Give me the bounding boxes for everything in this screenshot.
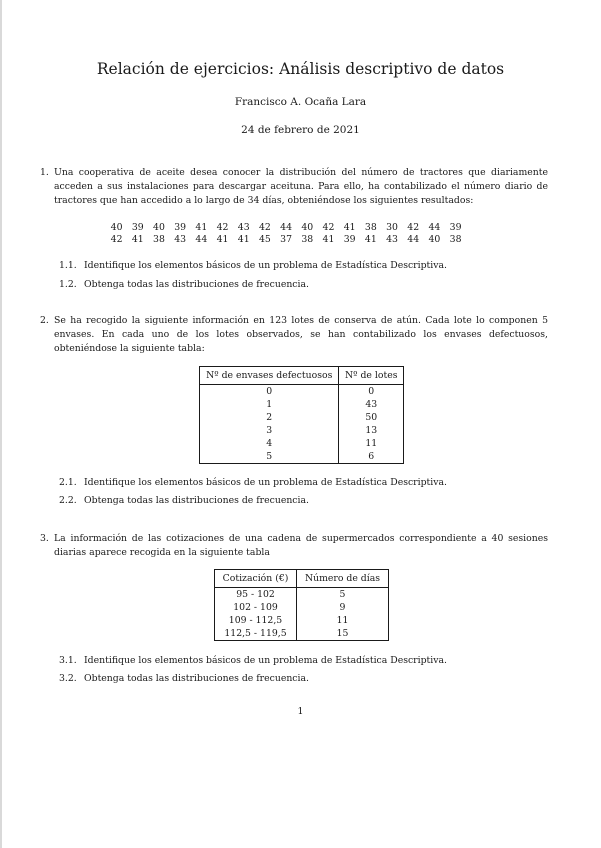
subitem-number: 2.2. [59, 495, 77, 506]
data-value: 30 [386, 222, 398, 233]
table-row [215, 601, 389, 614]
exercise-statement: Se ha recogido la siguiente información en 123 lotes de conserva de atún. Cada lote lo componen 5 envases. En cada uno de los lotes observados, se han contabilizado los envases defectuosos, obteniéndose la siguiente tabla: [54, 315, 548, 354]
subitem-text: Obtenga todas las distribuciones de frecuencia. [84, 279, 309, 290]
table-cell: 3 [200, 424, 339, 437]
table-cell: 5 [339, 589, 346, 600]
data-value: 40 [301, 222, 314, 233]
data-value: 38 [364, 222, 377, 233]
data-value: 44 [407, 233, 420, 245]
subitem-text: Identifique los elementos básicos de un problema de Estadística Descriptiva. [84, 655, 448, 666]
table-row [200, 411, 404, 424]
table-cell: 5 [200, 450, 339, 464]
table-row [200, 385, 404, 399]
data-row [106, 222, 466, 234]
data-value: 44 [428, 222, 441, 233]
document-author: Francisco A. Ocaña Lara [234, 96, 367, 108]
table-cell: 6 [368, 451, 375, 462]
data-value: 40 [153, 222, 165, 233]
table-row [200, 437, 404, 450]
table-cell: 11 [336, 615, 349, 626]
document-date: 24 de febrero de 2021 [241, 124, 360, 136]
page-number: 1 [297, 706, 304, 717]
table-cell: 0 [368, 386, 375, 397]
table-cell: 50 [365, 412, 378, 423]
exercise-3 [40, 532, 548, 560]
table-row [200, 398, 404, 411]
exercise-1 [40, 166, 548, 207]
subitem-2-2 [59, 495, 309, 506]
column-header: Cotización (€) [215, 570, 297, 588]
subitem-text: Identifique los elementos básicos de un problema de Estadística Descriptiva. [84, 260, 448, 271]
subitem-number: 3.1. [59, 655, 77, 666]
data-value: 44 [280, 222, 293, 233]
data-value: 39 [131, 222, 144, 233]
data-value: 39 [174, 222, 187, 233]
data-value: 38 [153, 233, 165, 245]
table-cell: 109 - 112,5 [215, 614, 297, 627]
table-row [200, 450, 404, 464]
subitem-text: Obtenga todas las distribuciones de frecuencia. [84, 673, 309, 684]
data-value: 41 [237, 233, 250, 245]
data-value: 41 [195, 222, 208, 233]
table-cell: 1 [200, 398, 339, 411]
table-cell: 13 [365, 425, 378, 436]
column-header: Número de días [297, 570, 389, 588]
exercise-number: 2. [40, 315, 49, 326]
table-cell: 11 [365, 438, 378, 449]
table-cell: 0 [200, 385, 339, 399]
table-cell: 112,5 - 119,5 [215, 627, 297, 641]
subitem-1-1 [59, 260, 447, 271]
column-header: Nº de envases defectuosos [200, 367, 339, 385]
subitem-2-1 [59, 477, 447, 488]
exercise-statement: La información de las cotizaciones de una cadena de supermercados correspondiente a 40 sesiones diarias aparece recogida en la siguiente tabla [54, 533, 548, 558]
data-value: 38 [301, 233, 314, 245]
subitem-number: 3.2. [59, 673, 77, 684]
data-value: 43 [386, 233, 398, 245]
data-value: 37 [280, 233, 293, 245]
data-value: 41 [216, 233, 229, 245]
exercise-number: 1. [40, 167, 49, 178]
data-value: 39 [343, 233, 356, 245]
defective-containers-table [199, 366, 404, 464]
table-cell: 15 [336, 628, 349, 639]
data-value: 45 [258, 233, 271, 245]
subitem-number: 1.1. [59, 260, 77, 271]
table-cell: 9 [339, 602, 346, 613]
subitem-3-2 [59, 673, 309, 684]
data-value: 42 [258, 222, 271, 233]
data-value: 42 [322, 222, 335, 233]
data-value: 40 [428, 233, 441, 245]
subitem-text: Obtenga todas las distribuciones de frecuencia. [84, 495, 309, 506]
data-row [106, 234, 466, 246]
data-value: 43 [237, 222, 250, 233]
stock-quotes-table [214, 569, 389, 641]
table-cell: 43 [365, 399, 378, 410]
data-value: 42 [407, 222, 420, 233]
table-row [215, 588, 389, 602]
table-row [215, 614, 389, 627]
table-cell: 2 [200, 411, 339, 424]
subitem-1-2 [59, 279, 309, 290]
data-value: 42 [216, 222, 229, 233]
data-value: 39 [449, 222, 462, 233]
exercise-statement: Una cooperativa de aceite desea conocer la distribución del número de tractores que diariamente acceden a sus instalaciones para descargar aceituna. Para ello, ha contabilizado el número diario de tractores que han accedido a lo largo de 34 días, obteniéndose los siguientes resultados: [54, 167, 548, 206]
subitem-number: 2.1. [59, 477, 77, 488]
data-value: 43 [174, 233, 187, 245]
table-cell: 4 [200, 437, 339, 450]
data-value: 44 [195, 233, 208, 245]
data-value: 41 [131, 233, 144, 245]
data-value: 38 [449, 233, 462, 245]
subitem-text: Identifique los elementos básicos de un problema de Estadística Descriptiva. [84, 477, 448, 488]
table-cell: 102 - 109 [215, 601, 297, 614]
data-value: 42 [110, 233, 123, 245]
data-value: 40 [110, 222, 123, 233]
table-cell: 95 - 102 [215, 588, 297, 602]
subitem-number: 1.2. [59, 279, 77, 290]
data-value: 41 [364, 233, 377, 245]
exercise-2 [40, 314, 548, 355]
table-row [215, 627, 389, 641]
exercise-number: 3. [40, 533, 49, 544]
table-header-row [200, 367, 404, 385]
data-grid [106, 222, 466, 245]
table-header-row [215, 570, 389, 588]
column-header: Nº de lotes [339, 367, 404, 385]
data-value: 41 [322, 233, 335, 245]
table-row [200, 424, 404, 437]
subitem-3-1 [59, 655, 447, 666]
data-value: 41 [343, 222, 356, 233]
document-title: Relación de ejercicios: Análisis descriptivo de datos [96, 60, 505, 78]
